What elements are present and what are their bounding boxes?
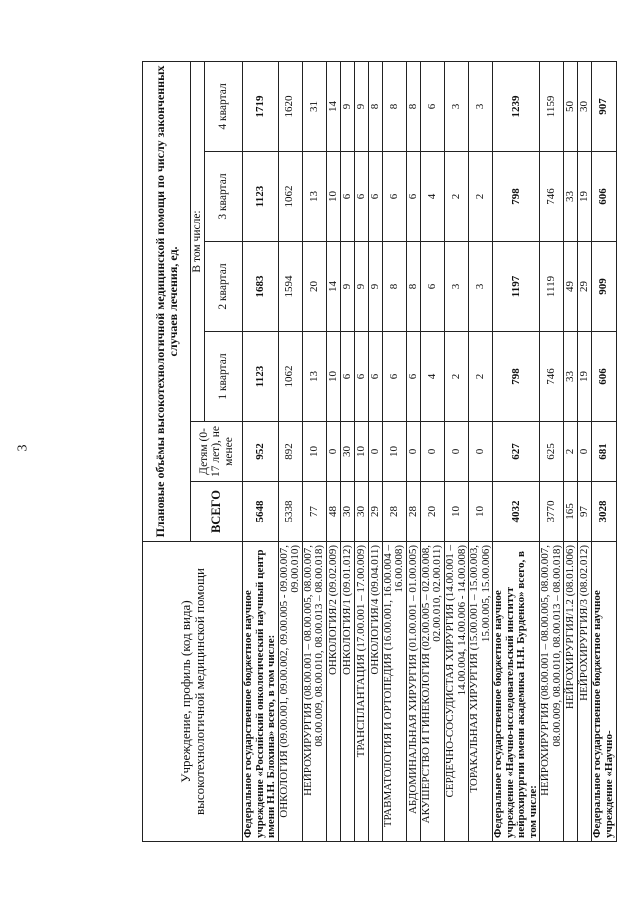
row-value-4: 606 [592,152,616,242]
row-value-1: 30 [340,422,354,482]
row-value-4: 746 [540,152,564,242]
row-value-1: 0 [420,422,444,482]
row-value-0: 3770 [540,482,564,542]
volumes-table [142,61,617,842]
table-row [578,61,592,841]
row-value-4: 33 [564,152,578,242]
row-value-4: 6 [368,152,382,242]
row-value-3: 1683 [243,242,279,332]
row-value-0: 30 [340,482,354,542]
children-header: Детям (0-17 лет), не менее [191,422,243,482]
row-value-4: 6 [382,152,406,242]
row-value-1: 0 [326,422,340,482]
row-value-5: 8 [382,61,406,151]
page-number: 3 [15,444,31,452]
row-name: НЕЙРОХИРУРГИЯ (08.00.001 – 08.00.005, 08.00.007, 08.00.009, 08.00.010, 08.00.013 – 08.00.018) [302,542,326,842]
row-value-2: 2 [445,332,469,422]
row-value-1: 0 [469,422,493,482]
row-value-5: 1239 [493,61,540,151]
row-value-5: 8 [406,61,420,151]
row-value-2: 1123 [243,332,279,422]
row-value-3: 14 [326,242,340,332]
row-name: НЕЙРОХИРУРГИЯ/3 (08.02.012) [578,542,592,842]
plan-header: Плановые объёмы высокотехнологичной медицинской помощи по числу законченных случаев лечения, ед. [143,61,191,541]
table-row [445,61,469,841]
row-value-4: 2 [445,152,469,242]
row-value-4: 1123 [243,152,279,242]
row-value-1: 627 [493,422,540,482]
row-value-5: 6 [420,61,444,151]
row-name: НЕЙРОХИРУРГИЯ (08.00.001 – 08.00.005, 08.00.007, 08.00.009, 08.00.010, 08.00.013 – 08.00.018) [540,542,564,842]
row-name: АКУШЕРСТВО И ГИНЕКОЛОГИЯ (02.00.005 – 02.00.008, 02.00.010, 02.00.011) [420,542,444,842]
row-value-4: 798 [493,152,540,242]
row-value-3: 1197 [493,242,540,332]
row-value-3: 8 [382,242,406,332]
row-name: ОНКОЛОГИЯ/1 (09.01.012) [340,542,354,842]
row-value-3: 9 [340,242,354,332]
row-value-1: 2 [564,422,578,482]
q2-header: 2 квартал [205,242,243,332]
row-value-5: 1719 [243,61,279,151]
row-value-4: 6 [406,152,420,242]
row-value-0: 10 [469,482,493,542]
row-value-3: 6 [420,242,444,332]
row-value-5: 9 [340,61,354,151]
row-name: ТРАВМАТОЛОГИЯ И ОРТОПЕДИЯ (16.00.001, 16.00.004 – 16.00.008) [382,542,406,842]
row-value-2: 6 [406,332,420,422]
row-value-2: 2 [469,332,493,422]
incl-header: В том числе: [191,61,205,421]
row-value-0: 5648 [243,482,279,542]
row-value-5: 8 [368,61,382,151]
row-value-3: 8 [406,242,420,332]
table-row [278,61,302,841]
q4-header: 4 квартал [205,61,243,151]
row-value-4: 6 [340,152,354,242]
row-name: Федеральное государственное бюджетное научное учреждение «Российский онкологический научный центр имени Н.Н. Блохина» всего, в том числе: [243,542,279,842]
row-value-5: 14 [326,61,340,151]
row-value-1: 0 [578,422,592,482]
row-value-2: 33 [564,332,578,422]
row-value-4: 4 [420,152,444,242]
institution-header: Учреждение, профиль (код вида) высокотехнологичной медицинской помощи [143,542,243,842]
row-value-0: 5338 [278,482,302,542]
row-value-3: 3 [445,242,469,332]
row-value-0: 20 [420,482,444,542]
row-value-1: 0 [368,422,382,482]
table-row [326,61,340,841]
table-row [469,61,493,841]
row-name: ТОРАКАЛЬНАЯ ХИРУРГИЯ (15.00.001 – 15.00.003, 15.00.005, 15.00.006) [469,542,493,842]
row-name: НЕЙРОХИРУРГИЯ/1.2 (08.01.006) [564,542,578,842]
row-value-4: 2 [469,152,493,242]
row-name: АБДОМИНАЛЬНАЯ ХИРУРГИЯ (01.00.001 – 01.00.005) [406,542,420,842]
row-value-1: 10 [302,422,326,482]
q3-header: 3 квартал [205,152,243,242]
row-value-1: 625 [540,422,564,482]
row-value-1: 952 [243,422,279,482]
row-value-2: 10 [326,332,340,422]
table-row [406,61,420,841]
row-value-2: 6 [368,332,382,422]
document-sheet [142,62,616,842]
table-row [302,61,326,841]
table-row [540,61,564,841]
row-name: ОНКОЛОГИЯ (09.00.001, 09.00.002, 09.00.005 - 09.00.007, 09.00.010) [278,542,302,842]
row-value-4: 6 [354,152,368,242]
total-header: ВСЕГО [191,482,243,542]
row-value-0: 30 [354,482,368,542]
row-value-1: 0 [445,422,469,482]
row-value-4: 19 [578,152,592,242]
table-row [354,61,368,841]
row-value-3: 49 [564,242,578,332]
row-value-4: 1062 [278,152,302,242]
row-value-0: 29 [368,482,382,542]
row-value-2: 6 [382,332,406,422]
row-value-2: 6 [354,332,368,422]
row-name: Федеральное государственное бюджетное научное учреждение «Научно-исследовательский институт нейрохирургии имени академика Н.Н. Бурденко» всего, в том числе: [493,542,540,842]
row-value-1: 681 [592,422,616,482]
row-value-2: 6 [340,332,354,422]
row-value-4: 13 [302,152,326,242]
row-value-2: 606 [592,332,616,422]
row-name: ОНКОЛОГИЯ/4 (09.04.011) [368,542,382,842]
row-value-0: 28 [406,482,420,542]
row-value-1: 892 [278,422,302,482]
row-value-3: 9 [368,242,382,332]
row-value-2: 1062 [278,332,302,422]
row-value-0: 97 [578,482,592,542]
row-value-3: 9 [354,242,368,332]
row-value-0: 4032 [493,482,540,542]
row-value-3: 1119 [540,242,564,332]
row-name: ОНКОЛОГИЯ/2 (09.02.009) [326,542,340,842]
row-value-2: 13 [302,332,326,422]
row-value-5: 9 [354,61,368,151]
row-value-5: 3 [469,61,493,151]
row-value-3: 1594 [278,242,302,332]
table-row [382,61,406,841]
row-value-3: 909 [592,242,616,332]
row-value-0: 77 [302,482,326,542]
row-value-1: 10 [354,422,368,482]
row-value-5: 907 [592,61,616,151]
table-row [243,61,279,841]
row-value-5: 3 [445,61,469,151]
row-value-4: 10 [326,152,340,242]
row-value-1: 10 [382,422,406,482]
row-value-3: 3 [469,242,493,332]
row-value-5: 50 [564,61,578,151]
row-value-0: 48 [326,482,340,542]
row-value-2: 19 [578,332,592,422]
row-value-0: 3028 [592,482,616,542]
row-value-0: 165 [564,482,578,542]
row-value-5: 1159 [540,61,564,151]
row-value-1: 0 [406,422,420,482]
table-row [592,61,616,841]
row-value-2: 4 [420,332,444,422]
row-name: Федеральное государственное бюджетное научное учреждение «Научно- [592,542,616,842]
row-value-0: 10 [445,482,469,542]
table-row [493,61,540,841]
row-name: СЕРДЕЧНО-СОСУДИСТАЯ ХИРУРГИЯ (14.00.001 – 14.00.004, 14.00.006 - 14.00.008) [445,542,469,842]
q1-header: 1 квартал [205,332,243,422]
row-value-3: 29 [578,242,592,332]
row-value-5: 1620 [278,61,302,151]
row-value-5: 31 [302,61,326,151]
table-row [564,61,578,841]
row-value-2: 746 [540,332,564,422]
table-row [420,61,444,841]
row-name: ТРАНСПЛАНТАЦИЯ (17.00.001 – 17.00.009) [354,542,368,842]
row-value-3: 20 [302,242,326,332]
row-value-5: 30 [578,61,592,151]
table-row [368,61,382,841]
table-row [340,61,354,841]
row-value-2: 798 [493,332,540,422]
row-value-0: 28 [382,482,406,542]
